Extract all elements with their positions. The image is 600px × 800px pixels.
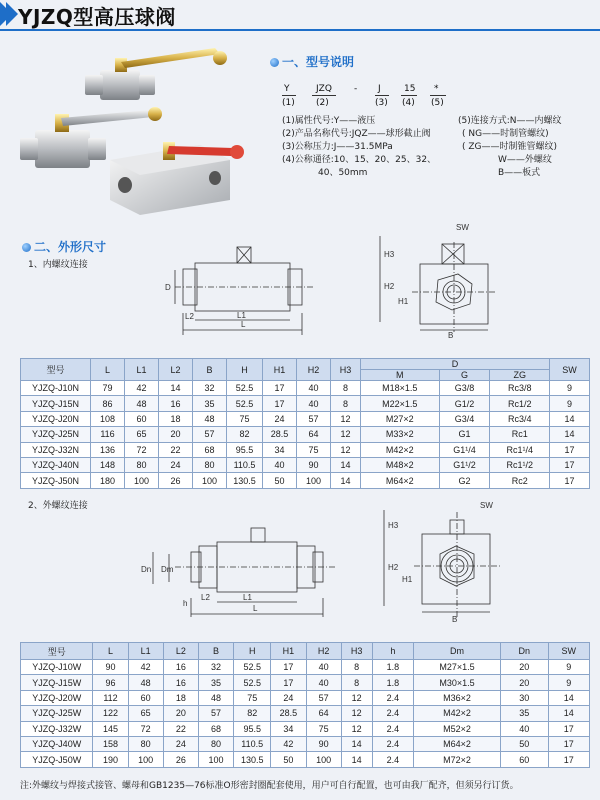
table-cell: Rc3/4 xyxy=(490,411,550,426)
table-cell: 95.5 xyxy=(234,721,271,736)
subsection-internal-thread: 1、内螺纹连接 xyxy=(28,260,88,270)
table-cell: 100 xyxy=(128,752,163,767)
table-cell: 75 xyxy=(234,690,271,705)
table-cell: 2.4 xyxy=(372,690,413,705)
table-cell: G1¹/4 xyxy=(439,442,490,457)
col-l2: L2 xyxy=(159,359,193,381)
table-cell: G3/8 xyxy=(439,381,490,396)
table-cell: 40 xyxy=(500,721,548,736)
code-part: Y xyxy=(284,84,290,94)
col-sw: SW xyxy=(550,359,590,381)
table-cell: 35 xyxy=(198,675,233,690)
table-cell: 148 xyxy=(91,457,125,472)
table-cell: 18 xyxy=(163,690,198,705)
label-h1: H1 xyxy=(398,297,409,306)
table-cell: 30 xyxy=(500,690,548,705)
legend-line: (2)产品名称代号:JQZ——球形截止阀 xyxy=(282,129,431,139)
table-cell: 110.5 xyxy=(227,457,263,472)
table-cell: M42×2 xyxy=(361,442,440,457)
table-cell: 2.4 xyxy=(372,706,413,721)
table-cell: 14 xyxy=(341,752,372,767)
table-cell: 8 xyxy=(341,660,372,675)
col-l1: L1 xyxy=(128,643,163,660)
table-cell: 22 xyxy=(163,721,198,736)
table-cell: M48×2 xyxy=(361,457,440,472)
table-cell: M22×1.5 xyxy=(361,396,440,411)
product-photo xyxy=(15,40,260,215)
table-cell: 60 xyxy=(128,690,163,705)
subsection-external-thread: 2、外螺纹连接 xyxy=(28,501,88,511)
table-cell: 68 xyxy=(193,442,227,457)
table-cell: 100 xyxy=(125,473,159,488)
code-part: - xyxy=(354,84,358,94)
dimension-section-heading xyxy=(22,238,106,255)
table-cell: 40 xyxy=(297,396,331,411)
dimension-section-heading-text: 二、外形尺寸 xyxy=(34,240,107,254)
table-cell: 65 xyxy=(128,706,163,721)
table-cell: 12 xyxy=(331,427,361,442)
label-l2: L2 xyxy=(201,593,210,602)
table-cell: 136 xyxy=(91,442,125,457)
table-cell: 16 xyxy=(159,396,193,411)
table-cell: M36×2 xyxy=(414,690,501,705)
table-cell: 34 xyxy=(263,442,297,457)
table-cell: YJZQ-J32N xyxy=(21,442,91,457)
col-d-g: G xyxy=(439,370,490,381)
table-cell: Rc3/8 xyxy=(490,381,550,396)
table-cell: 20 xyxy=(163,706,198,721)
table-cell: 14 xyxy=(341,736,372,751)
label-dm: Dm xyxy=(161,565,174,574)
label-b: B xyxy=(448,331,454,340)
internal-thread-table xyxy=(20,358,590,489)
table-cell: M18×1.5 xyxy=(361,381,440,396)
table-cell: 8 xyxy=(331,381,361,396)
table-cell: YJZQ-J20W xyxy=(21,690,93,705)
table-cell: 180 xyxy=(91,473,125,488)
table-row xyxy=(21,706,590,721)
drawing-internal-front xyxy=(155,235,345,345)
table-cell: 14 xyxy=(550,411,590,426)
drawing-external-side xyxy=(370,498,510,628)
table-cell: YJZQ-J15W xyxy=(21,675,93,690)
table-row xyxy=(21,675,590,690)
table-cell: 17 xyxy=(550,473,590,488)
label-l1: L1 xyxy=(243,593,252,602)
model-code xyxy=(282,84,462,114)
table-cell: 50 xyxy=(271,752,306,767)
table-cell: 60 xyxy=(500,752,548,767)
table-cell: 14 xyxy=(550,427,590,442)
table-cell: YJZQ-J32W xyxy=(21,721,93,736)
table-cell: 75 xyxy=(227,411,263,426)
footnote: 注:外螺纹与焊接式接管、螺母和GB1235—76标准O形密封圈配套使用，用户可自行配置，也可由我厂配齐，但须另行订货。 xyxy=(20,781,519,791)
legend-line: ( ZG——时制锥管螺纹) xyxy=(462,142,558,152)
col-h: H xyxy=(234,643,271,660)
table-cell: M72×2 xyxy=(414,752,501,767)
label-h1: H1 xyxy=(402,575,413,584)
table-cell: 52.5 xyxy=(234,660,271,675)
table-row xyxy=(21,396,590,411)
table-cell: 190 xyxy=(93,752,128,767)
table-cell: 2.4 xyxy=(372,721,413,736)
table-row xyxy=(21,457,590,472)
table-cell: Rc1¹/4 xyxy=(490,442,550,457)
code-part: JZQ xyxy=(316,84,332,94)
legend-line: ( NG——时制管螺纹) xyxy=(462,129,549,139)
table-cell: M30×1.5 xyxy=(414,675,501,690)
table-cell: 20 xyxy=(500,675,548,690)
table-cell: 130.5 xyxy=(234,752,271,767)
legend-line: W——外螺纹 xyxy=(498,155,552,165)
table-cell: 24 xyxy=(163,736,198,751)
table-cell: 17 xyxy=(263,396,297,411)
table-cell: 95.5 xyxy=(227,442,263,457)
col-l: L xyxy=(91,359,125,381)
table-row xyxy=(21,660,590,675)
table-cell: Rc2 xyxy=(490,473,550,488)
table-cell: 12 xyxy=(331,411,361,426)
table-cell: M27×1.5 xyxy=(414,660,501,675)
table-cell: 35 xyxy=(500,706,548,721)
table-cell: 12 xyxy=(331,442,361,457)
table-cell: 100 xyxy=(198,752,233,767)
table-cell: 32 xyxy=(198,660,233,675)
table-cell: 108 xyxy=(91,411,125,426)
table-cell: 86 xyxy=(91,396,125,411)
col-dn: Dn xyxy=(500,643,548,660)
table-cell: 90 xyxy=(93,660,128,675)
table-cell: 1.8 xyxy=(372,675,413,690)
table-row xyxy=(21,381,590,396)
table-cell: 90 xyxy=(297,457,331,472)
legend-line: (3)公称压力:J——31.5MPa xyxy=(282,142,393,152)
label-dn: Dn xyxy=(141,565,152,574)
table-cell: 158 xyxy=(93,736,128,751)
code-number: (3) xyxy=(375,98,388,108)
code-number: (5) xyxy=(431,98,444,108)
table-cell: 17 xyxy=(550,442,590,457)
table-cell: 90 xyxy=(306,736,341,751)
table-cell: 40 xyxy=(297,381,331,396)
label-h2: H2 xyxy=(388,563,399,572)
table-cell: 12 xyxy=(341,690,372,705)
col-d-zg: ZG xyxy=(490,370,550,381)
table-cell: 28.5 xyxy=(271,706,306,721)
title-underline xyxy=(0,29,600,31)
table-cell: 16 xyxy=(163,660,198,675)
table-cell: 72 xyxy=(125,442,159,457)
table-cell: 14 xyxy=(159,381,193,396)
col-sw: SW xyxy=(548,643,589,660)
table-cell: 14 xyxy=(548,706,589,721)
table-cell: 17 xyxy=(548,736,589,751)
table-cell: 17 xyxy=(548,721,589,736)
table-cell: 42 xyxy=(271,736,306,751)
table-cell: 42 xyxy=(128,660,163,675)
table-cell: YJZQ-J50W xyxy=(21,752,93,767)
legend-line: (5)连接方式:N——内螺纹 xyxy=(458,116,562,126)
col-h3: H3 xyxy=(341,643,372,660)
col-h3: H3 xyxy=(331,359,361,381)
model-section-heading xyxy=(270,53,354,70)
table-cell: 116 xyxy=(91,427,125,442)
table-cell: 35 xyxy=(193,396,227,411)
table-cell: 40 xyxy=(263,457,297,472)
table-cell: M42×2 xyxy=(414,706,501,721)
table-cell: G3/4 xyxy=(439,411,490,426)
table-cell: G2 xyxy=(439,473,490,488)
col-d: D xyxy=(361,359,550,370)
code-number: (2) xyxy=(316,98,329,108)
code-part: 15 xyxy=(404,84,416,94)
table-cell: 50 xyxy=(500,736,548,751)
table-cell: 57 xyxy=(297,411,331,426)
table-cell: YJZQ-J25N xyxy=(21,427,91,442)
table-cell: 65 xyxy=(125,427,159,442)
table-cell: 64 xyxy=(306,706,341,721)
table-cell: 50 xyxy=(263,473,297,488)
table-cell: 24 xyxy=(159,457,193,472)
bullet-icon xyxy=(22,243,31,252)
col-b: B xyxy=(198,643,233,660)
table-cell: 32 xyxy=(193,381,227,396)
table-cell: 20 xyxy=(500,660,548,675)
table-cell: 34 xyxy=(271,721,306,736)
table-cell: 75 xyxy=(306,721,341,736)
table-cell: 145 xyxy=(93,721,128,736)
page-title: YJZQ型高压球阀 xyxy=(18,5,176,29)
col-model: 型号 xyxy=(21,643,93,660)
title-bar xyxy=(0,0,600,30)
table-cell: G1/2 xyxy=(439,396,490,411)
table-cell: 48 xyxy=(198,690,233,705)
table-row xyxy=(21,411,590,426)
table-cell: 80 xyxy=(198,736,233,751)
table-cell: 17 xyxy=(271,660,306,675)
table-cell: M27×2 xyxy=(361,411,440,426)
table-cell: YJZQ-J10W xyxy=(21,660,93,675)
table-cell: 57 xyxy=(306,690,341,705)
table-cell: 40 xyxy=(306,660,341,675)
table-cell: YJZQ-J10N xyxy=(21,381,91,396)
table-cell: 82 xyxy=(227,427,263,442)
label-d: D xyxy=(165,283,171,292)
table-cell: 16 xyxy=(163,675,198,690)
table-cell: M64×2 xyxy=(361,473,440,488)
bullet-icon xyxy=(270,58,279,67)
valve-photo-1 xyxy=(85,48,227,100)
table-cell: M33×2 xyxy=(361,427,440,442)
table-cell: 110.5 xyxy=(234,736,271,751)
table-cell: 80 xyxy=(128,736,163,751)
label-sw: SW xyxy=(456,223,469,232)
table-cell: 24 xyxy=(271,690,306,705)
table-cell: 28.5 xyxy=(263,427,297,442)
table-cell: 48 xyxy=(125,396,159,411)
table-cell: 20 xyxy=(159,427,193,442)
code-part: J xyxy=(378,84,381,94)
table-cell: 14 xyxy=(331,473,361,488)
col-l: L xyxy=(93,643,128,660)
table-cell: 57 xyxy=(198,706,233,721)
legend-line: (4)公称通径:10、15、20、25、32、 xyxy=(282,155,437,165)
table-cell: 12 xyxy=(341,706,372,721)
table-cell: 17 xyxy=(548,752,589,767)
table-cell: 72 xyxy=(128,721,163,736)
model-legend-left xyxy=(282,115,447,180)
label-b: B xyxy=(452,615,458,624)
label-l1: L1 xyxy=(237,311,246,320)
label-h2: H2 xyxy=(384,282,395,291)
table-cell: 100 xyxy=(297,473,331,488)
table-cell: YJZQ-J25W xyxy=(21,706,93,721)
table-cell: 9 xyxy=(550,381,590,396)
table-cell: YJZQ-J50N xyxy=(21,473,91,488)
model-legend-right xyxy=(458,115,598,180)
table-row xyxy=(21,473,590,488)
table-cell: 112 xyxy=(93,690,128,705)
table-cell: 96 xyxy=(93,675,128,690)
table-cell: 52.5 xyxy=(234,675,271,690)
col-h2: H2 xyxy=(297,359,331,381)
col-l1: L1 xyxy=(125,359,159,381)
table-cell: 17 xyxy=(263,381,297,396)
table-cell: 26 xyxy=(163,752,198,767)
table-cell: 80 xyxy=(193,457,227,472)
col-h1: H1 xyxy=(271,643,306,660)
drawing-external-front xyxy=(135,512,350,622)
label-l: L xyxy=(241,320,246,329)
col-h: H xyxy=(227,359,263,381)
label-l2: L2 xyxy=(185,312,194,321)
table-cell: 9 xyxy=(548,675,589,690)
table-row xyxy=(21,721,590,736)
table-cell: 14 xyxy=(331,457,361,472)
col-l2: L2 xyxy=(163,643,198,660)
drawing-internal-side xyxy=(360,222,500,340)
table-cell: 82 xyxy=(234,706,271,721)
table-cell: 1.8 xyxy=(372,660,413,675)
table-cell: 52.5 xyxy=(227,396,263,411)
valve-photo-3 xyxy=(110,142,244,215)
table-cell: YJZQ-J40N xyxy=(21,457,91,472)
table-cell: 68 xyxy=(198,721,233,736)
legend-line: (1)属性代号:Y——液压 xyxy=(282,116,376,126)
table-cell: 24 xyxy=(263,411,297,426)
legend-line: B——板式 xyxy=(498,168,541,178)
table-cell: M64×2 xyxy=(414,736,501,751)
table-cell: YJZQ-J20N xyxy=(21,411,91,426)
table-cell: 64 xyxy=(297,427,331,442)
external-thread-table xyxy=(20,642,590,768)
table-cell: 22 xyxy=(159,442,193,457)
table-cell: YJZQ-J15N xyxy=(21,396,91,411)
table-cell: 130.5 xyxy=(227,473,263,488)
table-cell: G1¹/2 xyxy=(439,457,490,472)
col-h1: H1 xyxy=(263,359,297,381)
table-row xyxy=(21,752,590,767)
col-h2: H2 xyxy=(306,643,341,660)
code-number: (1) xyxy=(282,98,295,108)
table-cell: 75 xyxy=(297,442,331,457)
label-sw: SW xyxy=(480,501,493,510)
table-cell: 100 xyxy=(193,473,227,488)
model-section-heading-text: 一、型号说明 xyxy=(282,55,355,69)
table-cell: 48 xyxy=(128,675,163,690)
table-cell: 8 xyxy=(341,675,372,690)
table-cell: 26 xyxy=(159,473,193,488)
table-cell: 57 xyxy=(193,427,227,442)
table-cell: 60 xyxy=(125,411,159,426)
table-cell: Rc1/2 xyxy=(490,396,550,411)
code-part: * xyxy=(434,84,439,94)
table-cell: M52×2 xyxy=(414,721,501,736)
col-dm: Dm xyxy=(414,643,501,660)
title-arrow-icon xyxy=(6,2,18,26)
code-number: (4) xyxy=(402,98,415,108)
col-d-m: M xyxy=(361,370,440,381)
table-cell: 9 xyxy=(550,396,590,411)
table-row xyxy=(21,442,590,457)
table-cell: Rc1¹/2 xyxy=(490,457,550,472)
table-cell: 2.4 xyxy=(372,752,413,767)
table-cell: 2.4 xyxy=(372,736,413,751)
table-cell: Rc1 xyxy=(490,427,550,442)
table-cell: 40 xyxy=(306,675,341,690)
table-cell: YJZQ-J40W xyxy=(21,736,93,751)
table-cell: 18 xyxy=(159,411,193,426)
table-row xyxy=(21,427,590,442)
col-model: 型号 xyxy=(21,359,91,381)
col-small-h: h xyxy=(372,643,413,660)
table-cell: 17 xyxy=(550,457,590,472)
label-h: h xyxy=(183,599,188,608)
table-cell: 79 xyxy=(91,381,125,396)
legend-line: 40、50mm xyxy=(318,168,368,178)
table-cell: 17 xyxy=(271,675,306,690)
table-cell: 122 xyxy=(93,706,128,721)
table-row xyxy=(21,690,590,705)
table-cell: 42 xyxy=(125,381,159,396)
table-row xyxy=(21,736,590,751)
label-h3: H3 xyxy=(384,250,395,259)
table-cell: 48 xyxy=(193,411,227,426)
label-h3: H3 xyxy=(388,521,399,530)
label-l: L xyxy=(253,604,258,613)
table-cell: 9 xyxy=(548,660,589,675)
table-cell: 12 xyxy=(341,721,372,736)
table-cell: 100 xyxy=(306,752,341,767)
table-cell: 14 xyxy=(548,690,589,705)
table-cell: 52.5 xyxy=(227,381,263,396)
table-cell: 8 xyxy=(331,396,361,411)
table-cell: G1 xyxy=(439,427,490,442)
col-b: B xyxy=(193,359,227,381)
table-cell: 80 xyxy=(125,457,159,472)
